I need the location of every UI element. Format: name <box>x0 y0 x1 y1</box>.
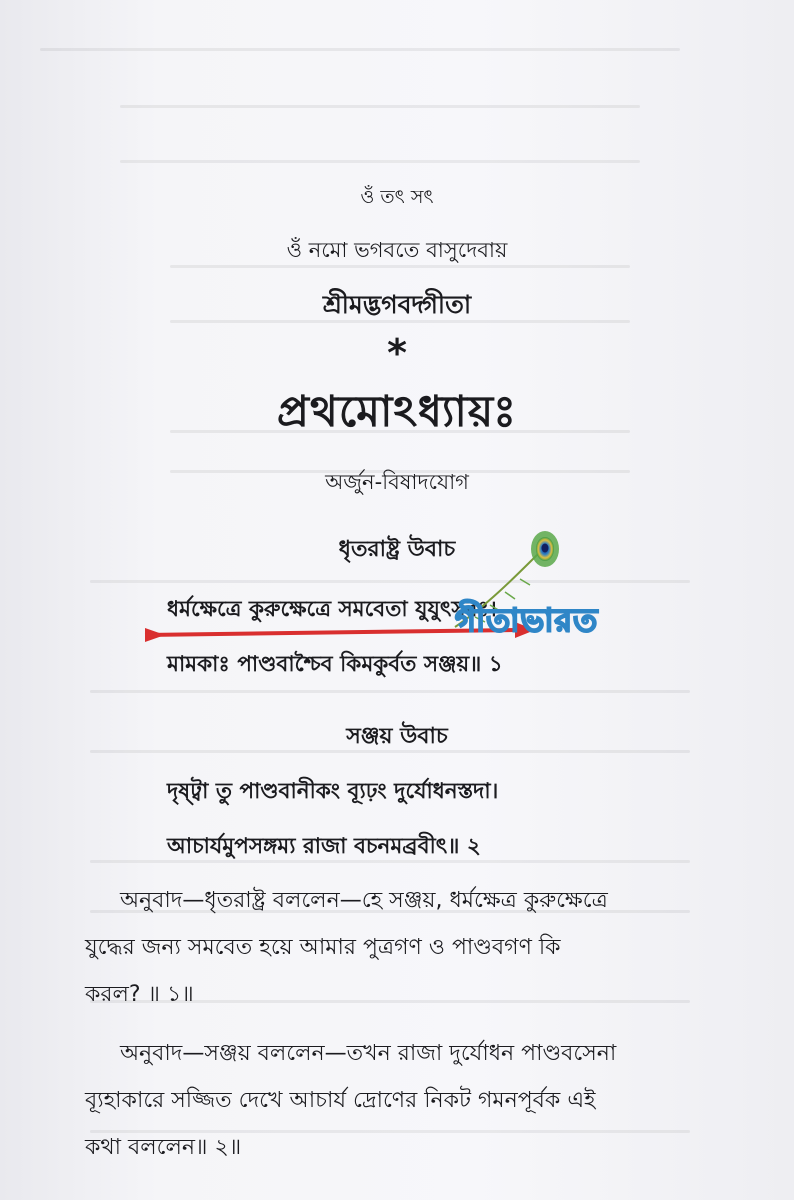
book-title: শ্রীমদ্ভগবদ্গীতা <box>322 290 472 319</box>
translation-1-line-3: করল? ॥ ১॥ <box>85 982 194 1007</box>
asterisk-ornament-icon: * <box>387 331 407 375</box>
translation-2-line-1: অনুবাদ—সঞ্জয় বললেন—তখন রাজা দুর্যোধন পাণ্ডবসেনা <box>120 1041 617 1066</box>
verse-2-line-1: দৃষ্ট্বা তু পাণ্ডবানীকং ব্যূঢ়ং দুর্যোধনস্তদা। <box>167 779 499 804</box>
om-tat-sat-invocation: ওঁ তৎ সৎ <box>360 186 434 208</box>
translation-2-line-3: কথা বললেন॥ ২॥ <box>85 1135 242 1160</box>
translation-paragraph-2 <box>85 1030 709 1171</box>
verse-2-line-2: আচার্যমুপসঙ্গম্য রাজা বচনমব্রবীৎ॥ ২ <box>167 834 481 859</box>
translation-2-line-2: ব্যূহাকারে সজ্জিত দেখে আচার্য দ্রোণের নিকট গমনপূর্বক এই <box>85 1088 596 1113</box>
chapter-subtitle: অর্জুন-বিষাদযোগ <box>325 470 469 494</box>
speaker-heading-sanjaya: সঞ্জয় উবাচ <box>346 724 448 749</box>
watermark-text: গীতাভারত <box>455 601 599 639</box>
verse-1-line-2: মামকাঃ পাণ্ডবাশ্চৈব কিমকুর্বত সঞ্জয়॥ ১ <box>167 652 503 677</box>
speaker-heading-dhritarashtra: ধৃতরাষ্ট্র উবাচ <box>338 537 456 562</box>
translation-1-line-2: যুদ্ধের জন্য সমবেত হয়ে আমার পুত্রগণ ও পাণ্ডবগণ কি <box>85 935 561 960</box>
om-namo-invocation: ওঁ নমো ভগবতে বাসুদেবায় <box>286 238 508 262</box>
translation-1-line-1: অনুবাদ—ধৃতরাষ্ট্র বললেন—হে সঞ্জয়, ধর্মক্ষেত্র কুরুক্ষেত্রে <box>120 888 608 913</box>
verse-1-line-1: ধর্মক্ষেত্রে কুরুক্ষেত্রে সমবেতা যুযুৎসবঃ। <box>167 597 497 622</box>
translation-paragraph-1 <box>85 877 709 1018</box>
chapter-title: প্রথমোঽধ্যায়ঃ <box>276 387 518 437</box>
